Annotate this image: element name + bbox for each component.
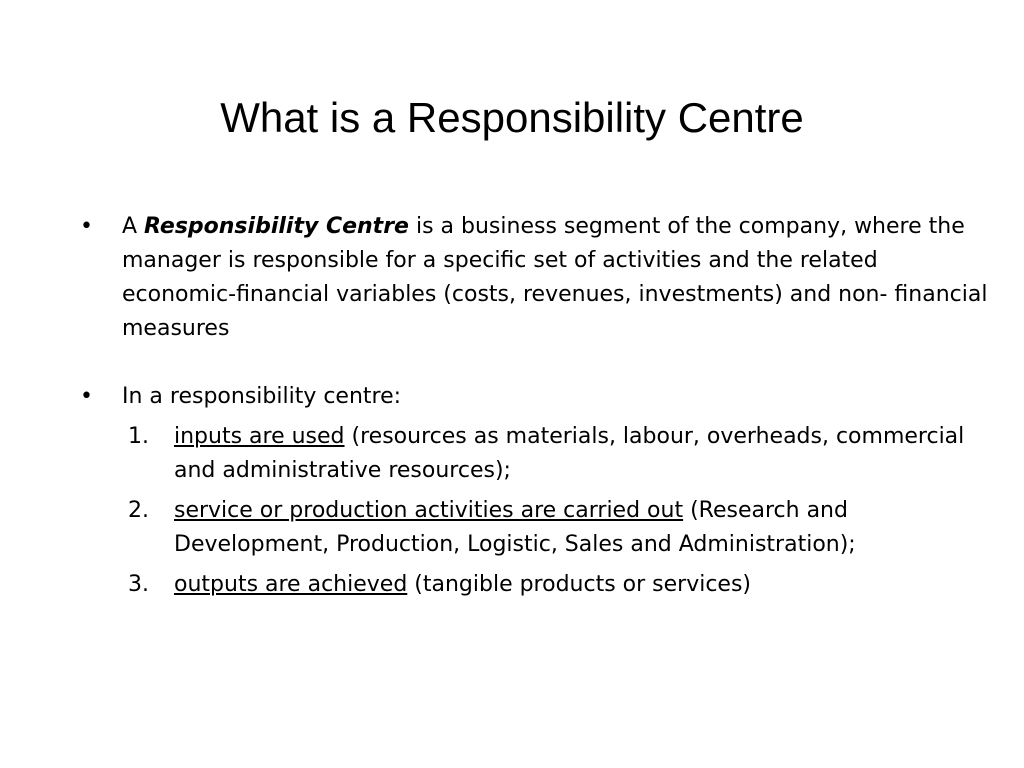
list-item-number: 2. [128,498,149,523]
list-item-text: (Research and Development, Production, Logistic, Sales and Administration); [174,498,856,557]
list-item-text: (tangible products or services) [407,572,752,597]
bullet-marker: • [80,384,93,409]
bullet-marker: • [80,214,93,239]
list-item-underlined: service or production activities are carried out [174,498,684,523]
bullet-lead-text: A [122,214,145,239]
list-item-underlined: inputs are used [174,424,345,449]
list-item [76,568,996,602]
bullet-definition-text: is a business segment of the company, where the manager is responsible for a specific set of activities and the related economic-financial variables (costs, revenues, investments) and non- financial measures [122,214,988,341]
bullet-in-centre-text: In a responsibility centre: [122,384,402,409]
list-item [76,420,996,488]
slide-title: What is a Responsibility Centre [220,94,804,141]
list-item-underlined: outputs are achieved [174,572,408,597]
bullet-in-centre [76,380,996,414]
list-item-number: 3. [128,572,149,597]
numbered-list [76,420,996,602]
list-item-number: 1. [128,424,149,449]
slide-body [76,210,996,608]
list-item [76,494,996,562]
paragraph-gap [76,346,996,380]
list-item-text: (resources as materials, labour, overheads, commercial and administrative resources); [174,424,965,483]
bullet-definition [76,210,996,346]
term-responsibility-centre: Responsibility Centre [144,214,409,239]
